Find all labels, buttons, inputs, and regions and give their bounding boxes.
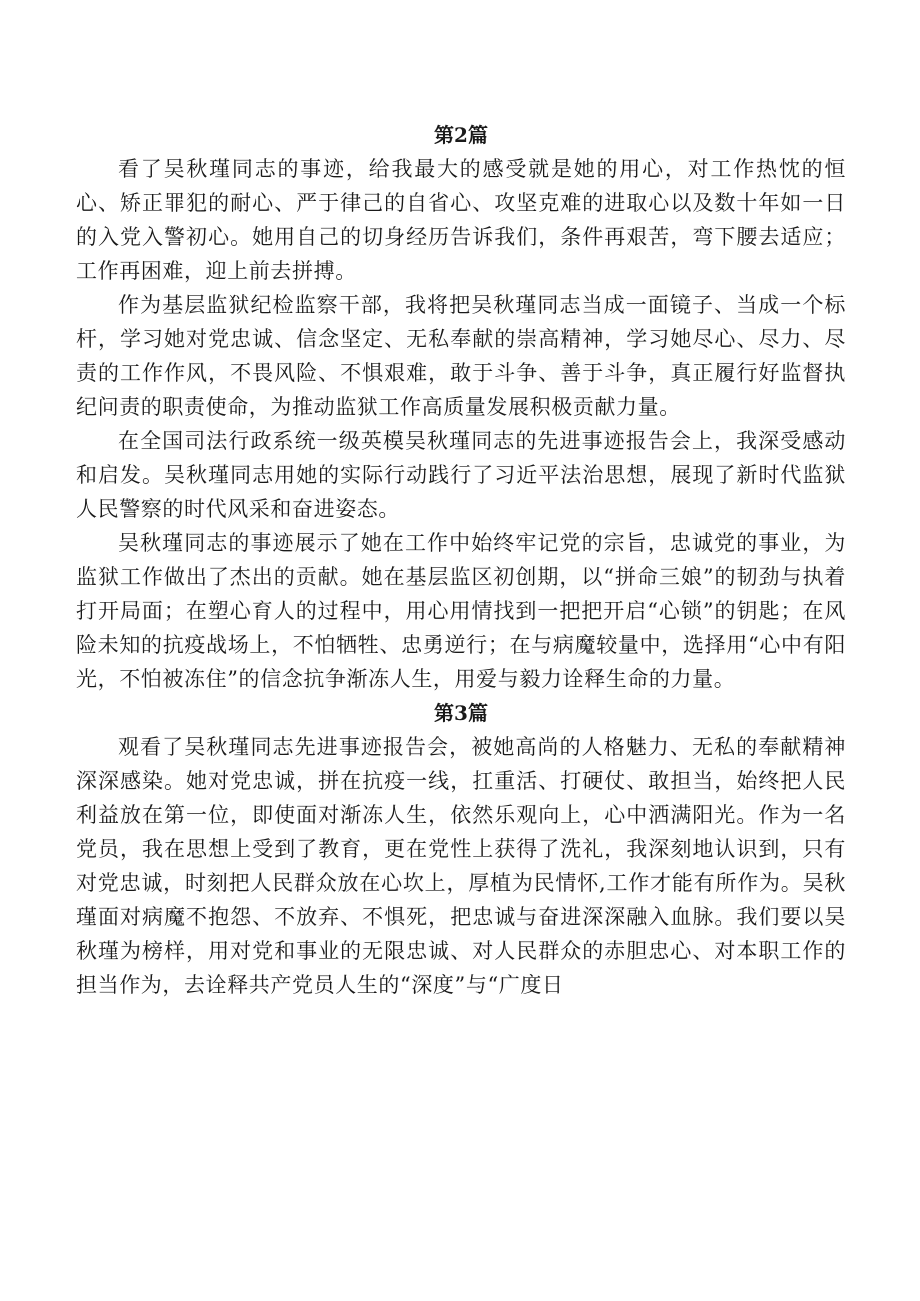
document-page [76, 118, 846, 1002]
section-3 [76, 696, 846, 1002]
section-heading: 第3篇 [434, 701, 488, 725]
paragraph: 作为基层监狱纪检监察干部，我将把吴秋瑾同志当成一面镜子、当成一个标杆，学习她对党忠诚、信念坚定、无私奉献的崇高精神，学习她尽心、尽力、尽责的工作作风，不畏风险、不惧艰难，敢于斗争、善于斗争，真正履行好监督执纪问责的职责使命，为推动监狱工作高质量发展积极贡献力量。 [76, 293, 846, 419]
paragraph: 观看了吴秋瑾同志先进事迹报告会，被她高尚的人格魅力、无私的奉献精神深深感染。她对党忠诚，拼在抗疫一线，扛重活、打硬仗、敢担当，始终把人民利益放在第一位，即使面对渐冻人生，依然乐观向上，心中洒满阳光。作为一名党员，我在思想上受到了教育，更在党性上获得了洗礼，我深刻地认识到，只有对党忠诚，时刻把人民群众放在心坎上，厚植为民情怀,工作才能有所作为。吴秋瑾面对病魔不抱怨、不放弃、不惧死，把忠诚与奋进深深融入血脉。我们要以吴秋瑾为榜样，用对党和事业的无限忠诚、对人民群众的赤胆忠心、对本职工作的担当作为，去诠释共产党员人生的“深度”与“广度日 [76, 735, 846, 997]
section-heading: 第2篇 [434, 123, 488, 147]
paragraph: 吴秋瑾同志的事迹展示了她在工作中始终牢记党的宗旨，忠诚党的事业，为监狱工作做出了杰出的贡献。她在基层监区初创期，以“拼命三娘”的韧劲与执着打开局面；在塑心育人的过程中，用心用情找到一把把开启“心锁”的钥匙；在风险未知的抗疫战场上，不怕牺牲、忠勇逆行；在与病魔较量中，选择用“心中有阳光，不怕被冻住”的信念抗争渐冻人生，用爱与毅力诠释生命的力量。 [76, 531, 846, 691]
paragraph: 在全国司法行政系统一级英模吴秋瑾同志的先进事迹报告会上，我深受感动和启发。吴秋瑾同志用她的实际行动践行了习近平法治思想，展现了新时代监狱人民警察的时代风采和奋进姿态。 [76, 429, 846, 521]
section-2 [76, 118, 846, 696]
paragraph: 看了吴秋瑾同志的事迹，给我最大的感受就是她的用心，对工作热忱的恒心、矫正罪犯的耐心、严于律己的自省心、攻坚克难的进取心以及数十年如一日的入党入警初心。她用自己的切身经历告诉我们，条件再艰苦，弯下腰去适应；工作再困难，迎上前去拼搏。 [76, 157, 846, 283]
